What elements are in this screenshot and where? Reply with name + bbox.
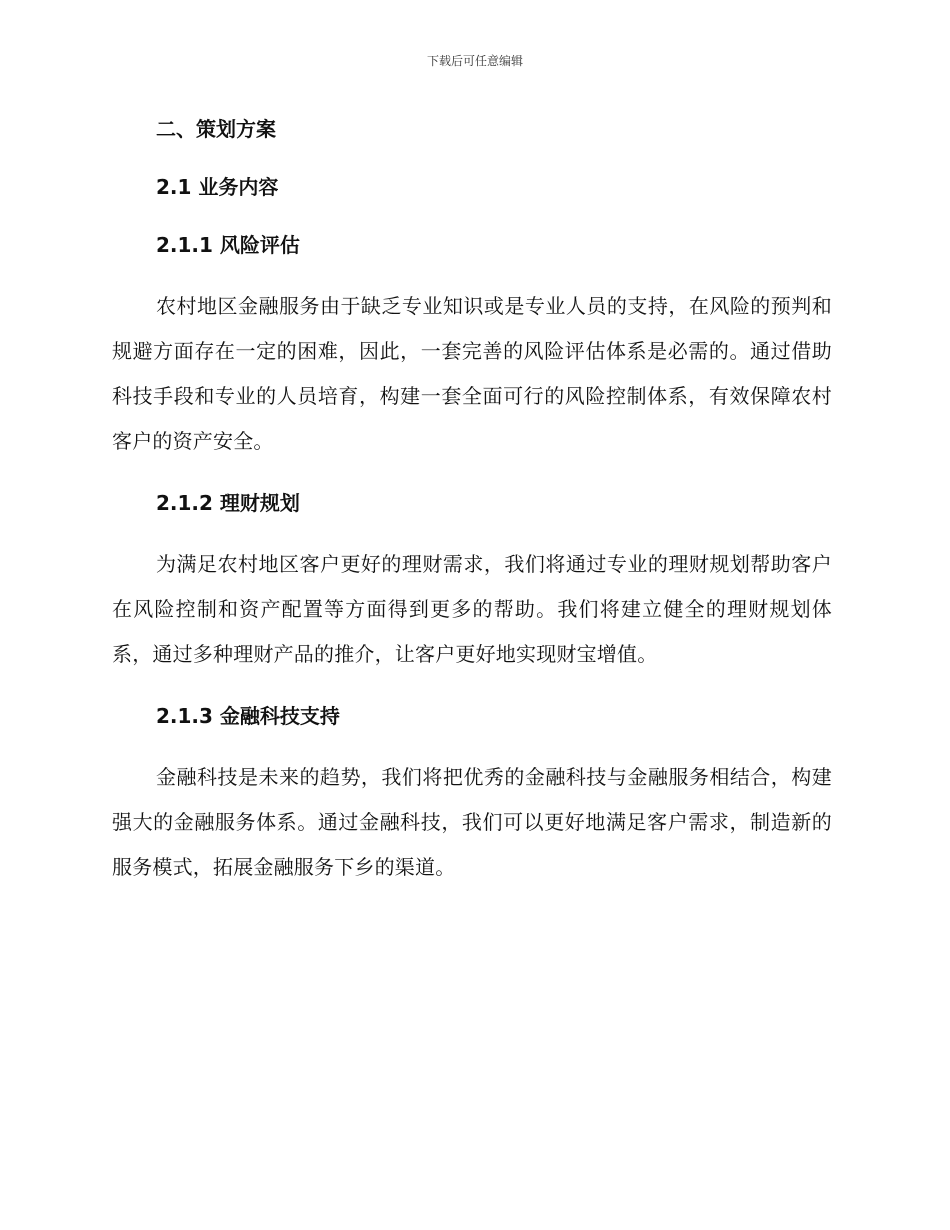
item-title-fintech-support: 2.1.3 金融科技支持 xyxy=(156,704,340,728)
page-header-note: 下载后可任意编辑 xyxy=(426,54,523,68)
item-paragraph-fintech-support: 金融科技是未来的趋势，我们将把优秀的金融科技与金融服务相结合，构建强大的金融服务体系。通过金融科技，我们可以更好地满足客户需求，制造新的服务模式，拓展金融服务下乡的渠道。 xyxy=(112,765,832,879)
item-paragraph-risk-assessment: 农村地区金融服务由于缺乏专业知识或是专业人员的支持，在风险的预判和规避方面存在一定的困难，因此，一套完善的风险评估体系是必需的。通过借助科技手段和专业的人员培育，构建一套全面可行的风险控制体系，有效保障农村客户的资产安全。 xyxy=(112,294,832,453)
item-title-financial-planning: 2.1.2 理财规划 xyxy=(156,491,300,515)
document-body xyxy=(112,112,832,912)
item-title-risk-assessment: 2.1.1 风险评估 xyxy=(156,233,300,257)
item-paragraph-financial-planning: 为满足农村地区客户更好的理财需求，我们将通过专业的理财规划帮助客户在风险控制和资产配置等方面得到更多的帮助。我们将建立健全的理财规划体系，通过多种理财产品的推介，让客户更好地实现财宝增值。 xyxy=(112,552,832,666)
subsection-title: 2.1 业务内容 xyxy=(156,175,279,199)
section-title: 二、策划方案 xyxy=(156,117,276,141)
